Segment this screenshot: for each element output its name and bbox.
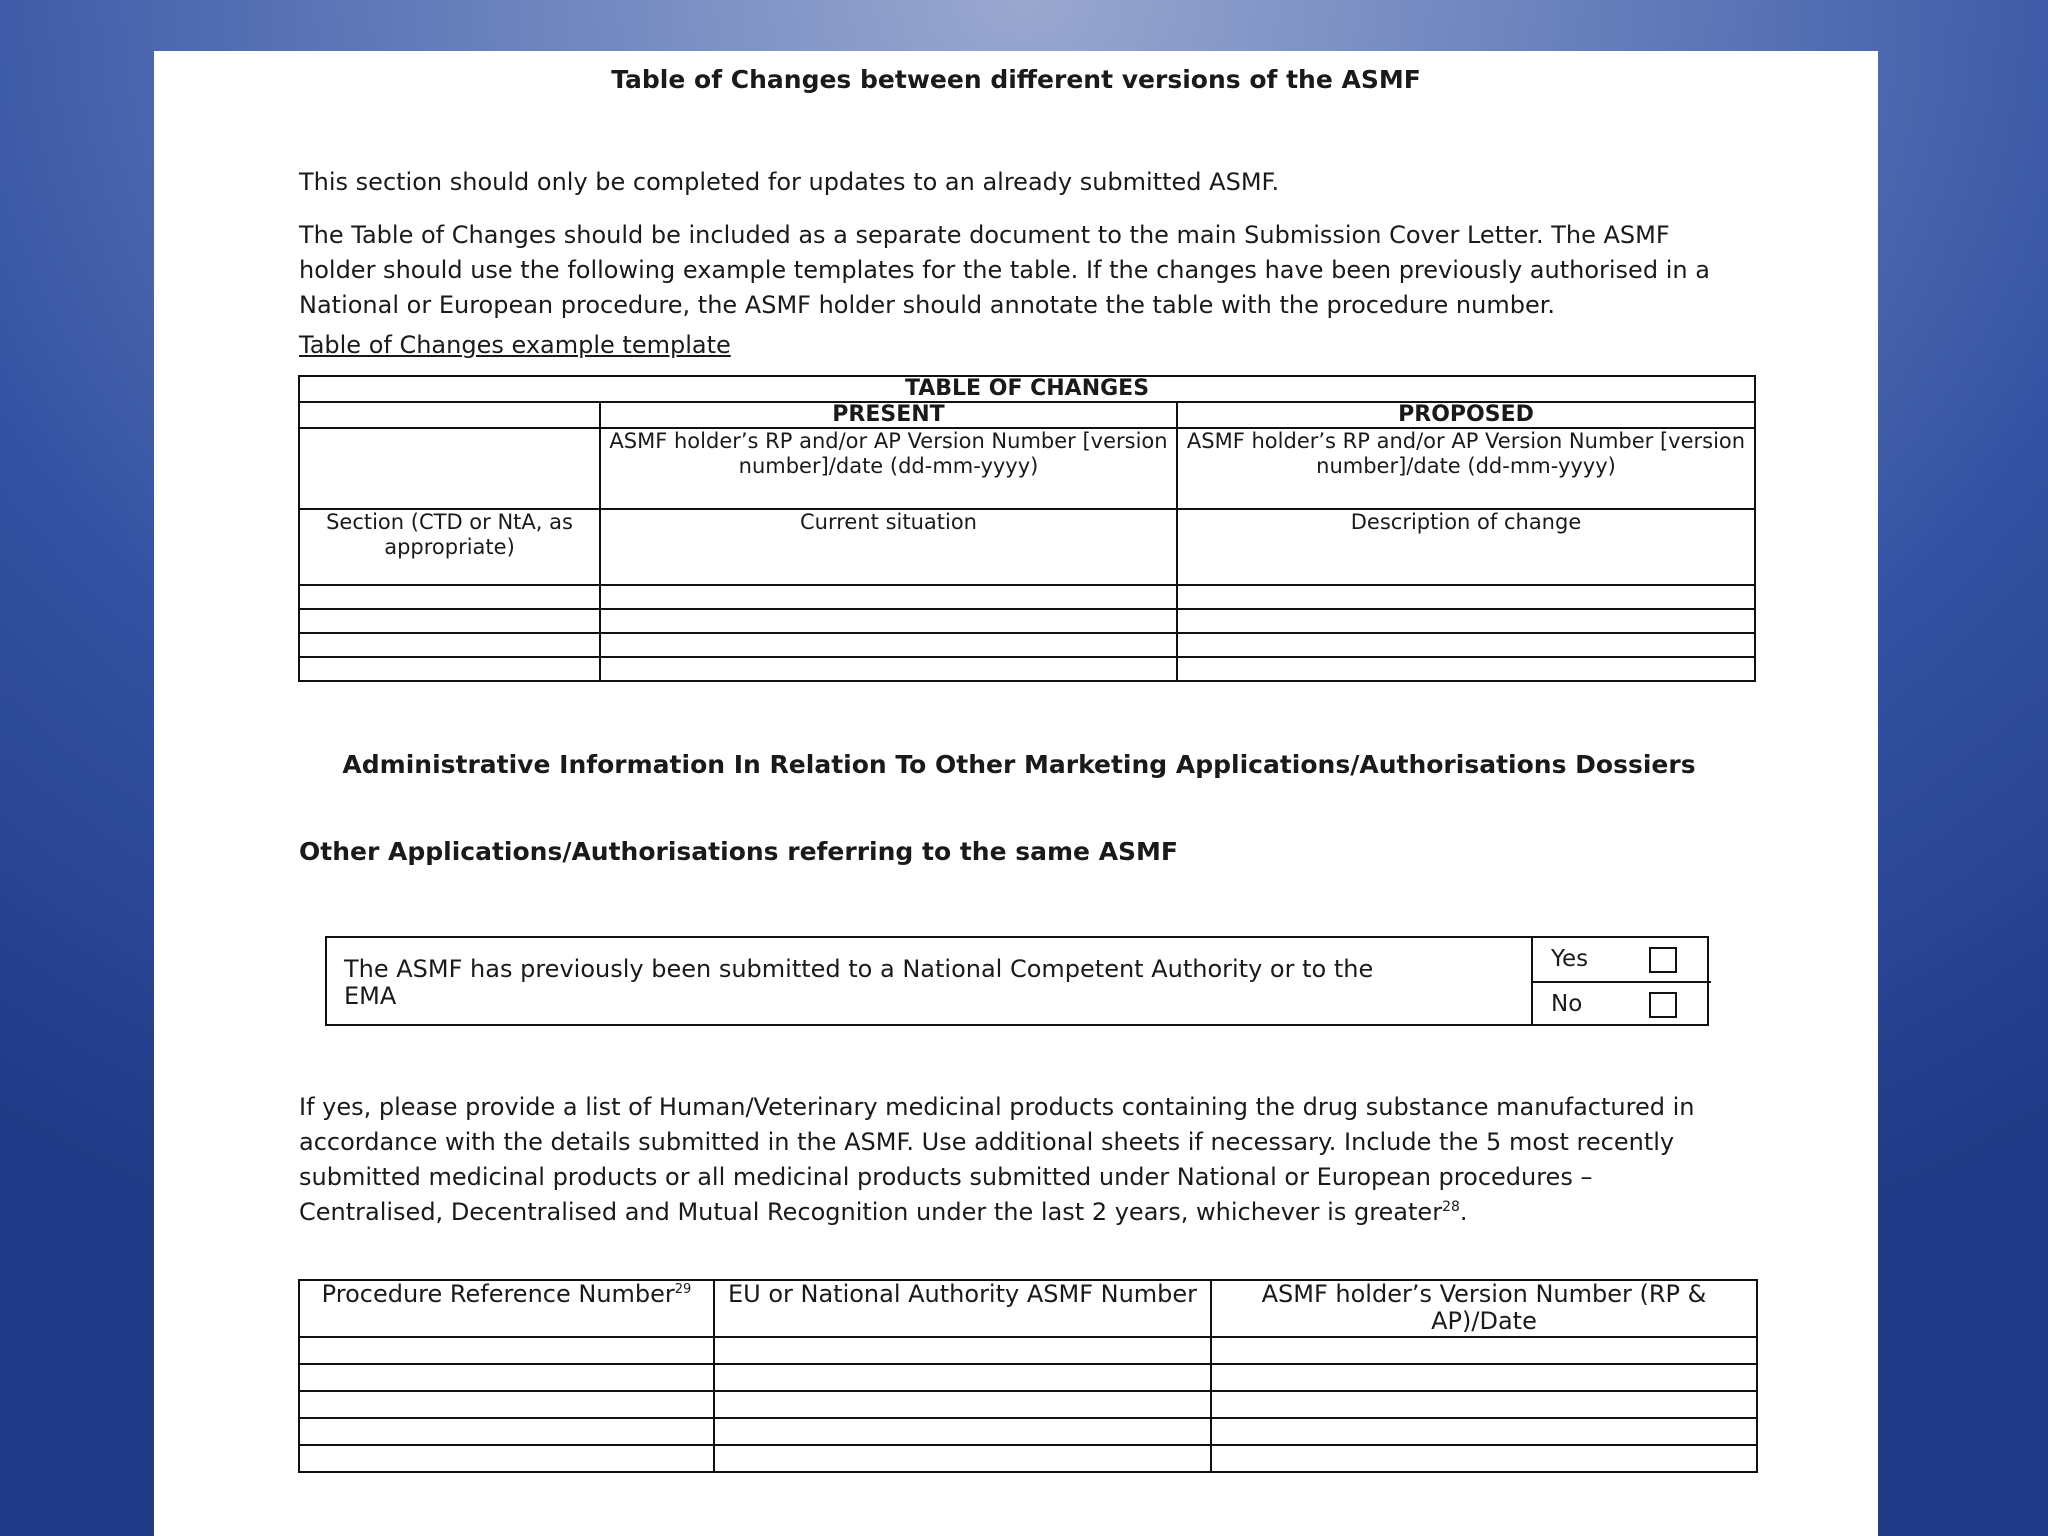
other-applications-subtitle: Other Applications/Authorisations referring to the same ASMF xyxy=(299,837,1179,866)
table-cell xyxy=(1177,585,1755,609)
table-cell xyxy=(1211,1337,1757,1364)
yes-no-group xyxy=(1531,938,1711,1024)
table-cell xyxy=(714,1364,1211,1391)
yes-option xyxy=(1533,938,1711,981)
procedure-reference-header xyxy=(299,1280,714,1337)
proposed-version-cell: ASMF holder’s RP and/or AP Version Number [version number]/date (dd-mm-yyyy) xyxy=(1177,428,1755,509)
table-cell xyxy=(714,1445,1211,1472)
table-cell xyxy=(299,609,600,633)
submission-question-box xyxy=(325,936,1709,1026)
table-cell xyxy=(299,1445,714,1472)
table-cell xyxy=(1211,1445,1757,1472)
table-cell xyxy=(1177,633,1755,657)
template-label: Table of Changes example template xyxy=(299,331,731,359)
yes-label: Yes xyxy=(1551,946,1589,972)
current-situation-cell: Current situation xyxy=(600,509,1177,585)
intro-text: This section should only be completed for updates to an already submitted ASMF. xyxy=(299,168,1280,196)
instructions-end: . xyxy=(1459,1198,1468,1226)
table-row xyxy=(299,1364,1757,1391)
no-option xyxy=(1533,981,1711,1026)
admin-section-title: Administrative Information In Relation To Other Marketing Applications/Authorisations Dossiers xyxy=(342,750,1696,779)
table-row xyxy=(299,1391,1757,1418)
version-empty-cell xyxy=(299,428,600,509)
table-cell xyxy=(600,633,1177,657)
table-cell xyxy=(714,1418,1211,1445)
version-row xyxy=(299,428,1755,509)
table-cell xyxy=(299,1337,714,1364)
submission-question-text: The ASMF has previously been submitted to a National Competent Authority or to the EMA xyxy=(344,955,1374,1010)
header-empty-cell xyxy=(299,402,600,428)
version-number-header: ASMF holder’s Version Number (RP & AP)/Date xyxy=(1211,1280,1757,1337)
no-label: No xyxy=(1551,991,1583,1017)
table-row xyxy=(299,585,1755,609)
table-cell xyxy=(299,1391,714,1418)
table-cell xyxy=(299,633,600,657)
table-row xyxy=(299,1445,1757,1472)
table-header-row xyxy=(299,402,1755,428)
table-cell xyxy=(600,609,1177,633)
table-of-changes xyxy=(298,375,1756,682)
page-title: Table of Changes between different versions of the ASMF xyxy=(611,65,1421,94)
present-version-cell: ASMF holder’s RP and/or AP Version Number [version number]/date (dd-mm-yyyy) xyxy=(600,428,1177,509)
footnote-ref-29: 29 xyxy=(674,1282,692,1297)
table-cell xyxy=(299,1364,714,1391)
table-title-cell: TABLE OF CHANGES xyxy=(299,376,1755,402)
table-row xyxy=(299,657,1755,681)
table-cell xyxy=(299,585,600,609)
proposed-header: PROPOSED xyxy=(1177,402,1755,428)
table-cell xyxy=(299,657,600,681)
table-title-row xyxy=(299,376,1755,402)
table-row xyxy=(299,633,1755,657)
table-row xyxy=(299,1337,1757,1364)
procedure-table xyxy=(298,1279,1758,1473)
label-row xyxy=(299,509,1755,585)
description-change-cell: Description of change xyxy=(1177,509,1755,585)
present-header: PRESENT xyxy=(600,402,1177,428)
instructions-paragraph: The Table of Changes should be included as a separate document to the main Submission Cover Letter. The ASMF holder should use the following example templates for the table. If the changes have been previously authorised in a National or European procedure, the ASMF holder should annotate the table with the procedure number. xyxy=(299,221,1710,319)
section-label-cell: Section (CTD or NtA, as appropriate) xyxy=(299,509,600,585)
table-cell xyxy=(1211,1364,1757,1391)
table-cell xyxy=(1211,1391,1757,1418)
table-cell xyxy=(714,1337,1211,1364)
product-list-instructions xyxy=(299,1090,1739,1230)
table-cell xyxy=(1177,657,1755,681)
table-cell xyxy=(1211,1418,1757,1445)
table-cell xyxy=(714,1391,1211,1418)
table-cell xyxy=(600,585,1177,609)
no-checkbox[interactable] xyxy=(1649,992,1677,1018)
table-cell xyxy=(600,657,1177,681)
product-list-instructions-text: If yes, please provide a list of Human/Veterinary medicinal products containing the drug substance manufactured in accordance with the details submitted in the ASMF. Use additional sheets if necessary. Include the 5 most recently submitted medicinal products or all medicinal products submitted under National or European procedures – Centralised, Decentralised and Mutual Recognition under the last 2 years, whichever is greater xyxy=(299,1093,1695,1226)
table-row xyxy=(299,1418,1757,1445)
table-cell xyxy=(299,1418,714,1445)
table-row xyxy=(299,609,1755,633)
asmf-number-header: EU or National Authority ASMF Number xyxy=(714,1280,1211,1337)
document-page xyxy=(154,51,1878,1536)
yes-checkbox[interactable] xyxy=(1649,947,1677,973)
table-cell xyxy=(1177,609,1755,633)
procedure-reference-label: Procedure Reference Number xyxy=(321,1280,675,1308)
procedure-header-row xyxy=(299,1280,1757,1337)
footnote-ref-28: 28 xyxy=(1442,1199,1460,1215)
